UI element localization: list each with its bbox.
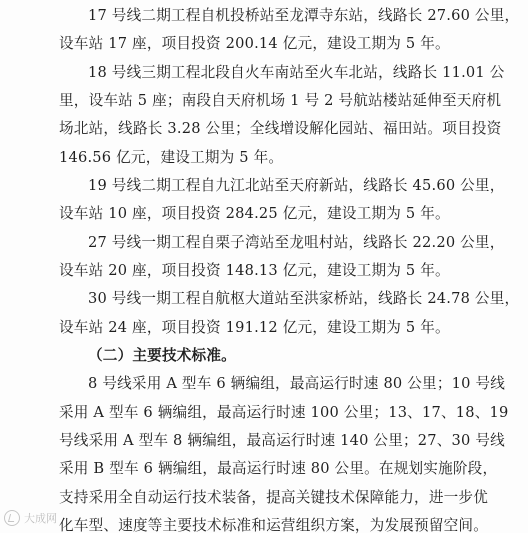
weibo-logo-icon <box>4 510 20 526</box>
section-heading: （二）主要技术标准。 <box>88 347 236 364</box>
paragraph-line-19-b: 设车站 10 座，项目投资 284.25 亿元，建设工期为 5 年。 <box>59 205 450 223</box>
paragraph-line-30-b: 设车站 24 座，项目投资 191.12 亿元，建设工期为 5 年。 <box>59 318 450 336</box>
paragraph-line-18-c: 场北站，线路长 3.28 公里；全线增设解化园站、福田站。项目投资 <box>59 120 502 138</box>
watermark-text: 大成网 <box>24 512 57 525</box>
paragraph-line-tech-b: 采用 A 型车 6 辆编组，最高运行时速 100 公里；13、17、18、19 <box>59 403 509 421</box>
paragraph-line-tech-a: 8 号线采用 A 型车 6 辆编组，最高运行时速 80 公里；10 号线 <box>88 375 506 393</box>
paragraph-line-tech-e: 支持采用全自动运行技术装备，提高关键技术保障能力，进一步优 <box>59 488 489 506</box>
paragraph-line-18-d: 146.56 亿元，建设工期为 5 年。 <box>59 148 284 166</box>
paragraph-line-27-a: 27 号线一期工程自栗子湾站至龙咀村站，线路长 22.20 公里， <box>88 233 505 251</box>
paragraph-line-19-a: 19 号线二期工程自九江北站至天府新站，线路长 45.60 公里， <box>88 177 505 194</box>
paragraph-line-tech-c: 号线采用 A 型车 8 辆编组，最高运行时速 140 公里；27、30 号线 <box>59 432 505 449</box>
paragraph-line-17-b: 设车站 17 座，项目投资 200.14 亿元，建设工期为 5 年。 <box>59 35 450 53</box>
paragraph-line-tech-d: 采用 B 型车 6 辆编组，最高运行时速 80 公里。在规划实施阶段， <box>59 460 498 478</box>
paragraph-line-27-b: 设车站 20 座，项目投资 148.13 亿元，建设工期为 5 年。 <box>59 262 450 279</box>
watermark <box>4 509 57 527</box>
paragraph-line-tech-f: 化车型、速度等主要技术标准和运营组织方案，为发展预留空间。 <box>59 517 489 534</box>
paragraph-line-18-a: 18 号线三期工程北段自火车南站至火车北站，线路长 11.01 公 <box>88 63 505 81</box>
paragraph-line-18-b: 里，设车站 5 座；南段自天府机场 1 号 2 号航站楼站延伸至天府机 <box>59 92 502 109</box>
paragraph-line-17-a: 17 号线二期工程自机投桥站至龙潭寺东站，线路长 27.60 公里， <box>88 7 520 24</box>
paragraph-line-30-a: 30 号线一期工程自航枢大道站至洪家桥站，线路长 24.78 公里， <box>88 290 520 308</box>
